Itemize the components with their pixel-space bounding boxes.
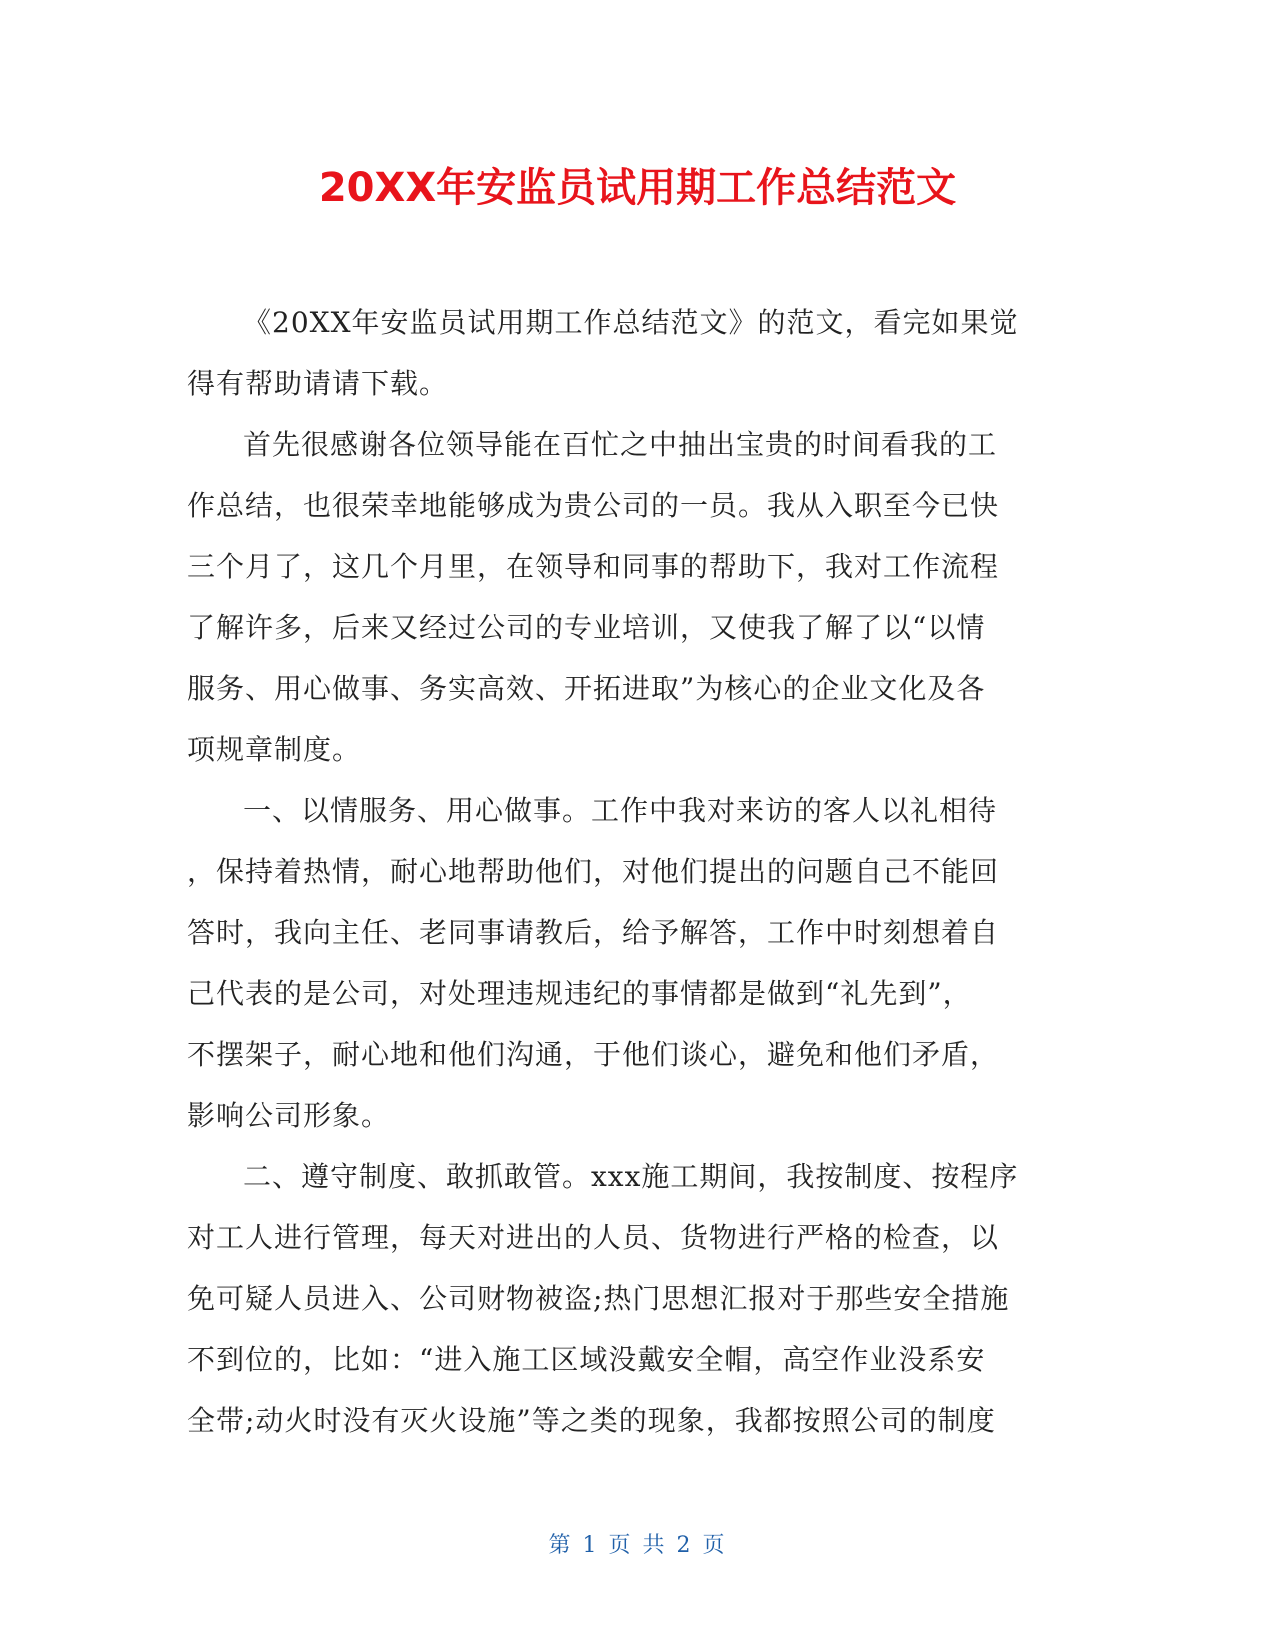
body-line: 作总结，也很荣幸地能够成为贵公司的一员。我从入职至今已快 — [187, 489, 1000, 522]
body-line: 不到位的，比如：“进入施工区域没戴安全帽，高空作业没系安 — [187, 1343, 986, 1376]
body-line: 二、遵守制度、敢抓敢管。xxx施工期间，我按制度、按程序 — [243, 1160, 1019, 1193]
document-title: 20XX年安监员试用期工作总结范文 — [318, 165, 957, 211]
body-line: ，保持着热情，耐心地帮助他们，对他们提出的问题自己不能回 — [187, 855, 1000, 888]
body-line: 得有帮助请请下载。 — [187, 367, 449, 400]
body-line: 己代表的是公司，对处理违规违纪的事情都是做到“礼先到”， — [187, 977, 972, 1010]
body-line: 首先很感谢各位领导能在百忙之中抽出宝贵的时间看我的工 — [243, 428, 998, 461]
body-line: 项规章制度。 — [187, 733, 362, 766]
document-body — [187, 292, 1067, 1451]
body-line: 对工人进行管理，每天对进出的人员、货物进行严格的检查，以 — [187, 1221, 1000, 1254]
footer-prefix: 第 — [548, 1533, 573, 1558]
total-pages-number: 2 — [676, 1533, 693, 1558]
body-line: 全带;动火时没有灭火设施”等之类的现象，我都按照公司的制度 — [187, 1404, 996, 1437]
body-line: 答时，我向主任、老同事请教后，给予解答，工作中时刻想着自 — [187, 916, 1000, 949]
current-page-number: 1 — [582, 1533, 599, 1558]
body-line: 《20XX年安监员试用期工作总结范文》的范文，看完如果觉 — [243, 306, 1019, 339]
footer-total-word: 共 — [642, 1533, 667, 1558]
body-line: 影响公司形象。 — [187, 1099, 391, 1132]
footer-suffix: 页 — [702, 1533, 727, 1558]
body-line: 不摆架子，耐心地和他们沟通，于他们谈心，避免和他们矛盾， — [187, 1038, 1000, 1071]
body-line: 一、以情服务、用心做事。工作中我对来访的客人以礼相待 — [243, 794, 998, 827]
page-number-footer — [0, 1528, 1275, 1559]
body-line: 三个月了，这几个月里，在领导和同事的帮助下，我对工作流程 — [187, 550, 1000, 583]
body-line: 了解许多，后来又经过公司的专业培训，又使我了解了以“以情 — [187, 611, 986, 644]
body-line: 服务、用心做事、务实高效、开拓进取”为核心的企业文化及各 — [187, 672, 986, 705]
body-line: 免可疑人员进入、公司财物被盗;热门思想汇报对于那些安全措施 — [187, 1282, 1010, 1315]
footer-page-word: 页 — [608, 1533, 633, 1558]
